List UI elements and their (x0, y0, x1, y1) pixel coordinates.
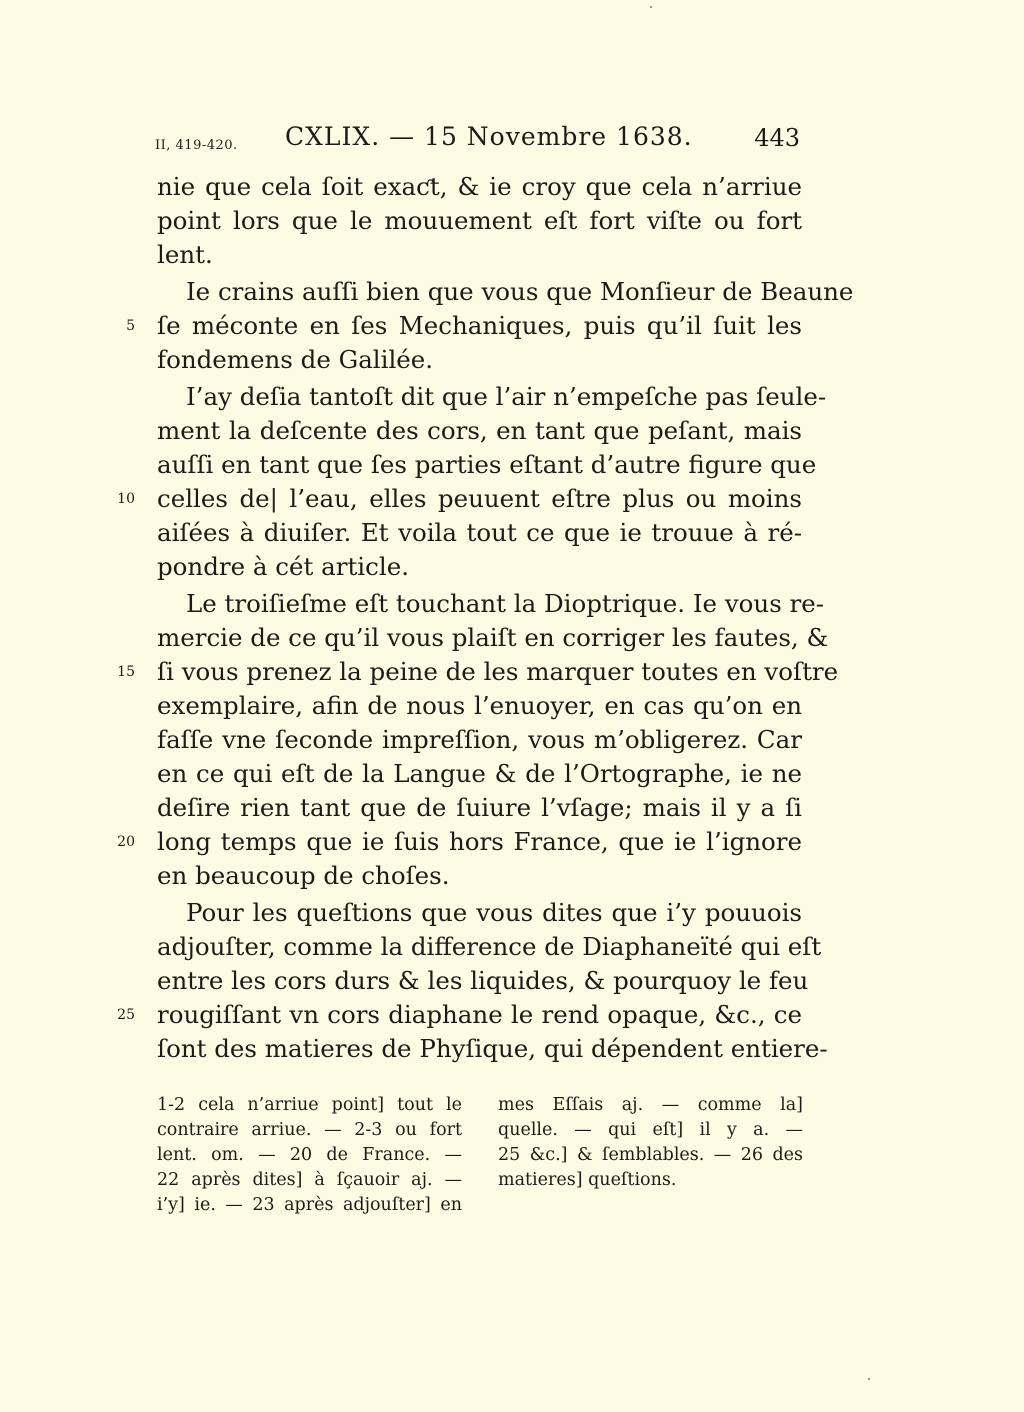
page-number: 443 (754, 124, 800, 152)
text-line: nie que cela ſoit exaƈt, & ie croy que cela n’arriue (157, 172, 802, 201)
text-line: Le troiſieſme eſt touchant la Dioptrique. Ie vous re- (186, 589, 825, 618)
line-number: 25 (117, 1007, 135, 1023)
footnote-line: 1-2 cela n’arriue point] tout le (157, 1095, 462, 1115)
paper-speck (650, 6, 652, 8)
text-line: Pour les queſtions que vous dites que i’y pouuois (186, 898, 802, 927)
footnote-line: i’y] ie. — 23 après adjouſter] en (157, 1195, 462, 1215)
text-line: lent. (157, 240, 213, 269)
text-line: ſont des matieres de Phyſique, qui dépendent entiere- (157, 1034, 828, 1063)
line-number: 20 (117, 834, 135, 850)
text-line: en beaucoup de choſes. (157, 861, 450, 890)
text-line: point lors que le mouuement eſt fort viſte ou fort (157, 206, 802, 235)
text-line: Ie crains auſſi bien que vous que Monſieur de Beaune (186, 277, 854, 306)
text-line: 20 long temps que ie ſuis hors France, que ie l’ignore (157, 825, 802, 859)
footnote-line: mes Eſſais aj. — comme la] (498, 1095, 803, 1115)
text-line: 15 ſi vous prenez la peine de les marquer toutes en voſtre (157, 655, 802, 689)
footnote-line: 22 après dites] à ſçauoir aj. — (157, 1170, 462, 1190)
text-line: exemplaire, afin de nous l’enuoyer, en cas qu’on en (157, 691, 802, 720)
line-number: 10 (117, 491, 135, 507)
footnote-line: 25 &c.] & ſemblables. — 26 des (498, 1145, 803, 1165)
text-line: 10 celles de| l’eau, elles peuuent eſtre plus ou moins (157, 482, 802, 516)
line-number: 5 (126, 318, 135, 334)
header-reference: II, 419-420. (155, 138, 238, 153)
text-line: auſſi en tant que ſes parties eſtant d’autre figure que (157, 450, 817, 479)
running-header (155, 122, 800, 162)
text-line: aiſées à diuiſer. Et voila tout ce que ie trouue à ré- (157, 518, 802, 547)
footnote-line: matieres] queſtions. (498, 1170, 677, 1190)
text-line: ment la deſcente des cors, en tant que peſant, mais (157, 416, 802, 445)
text-line: fondemens de Galilée. (157, 345, 434, 374)
footnote-line: lent. om. — 20 de France. — (157, 1145, 462, 1165)
text-line: 5 ſe méconte en ſes Mechaniques, puis qu’il ſuit les (157, 309, 802, 343)
text-line: pondre à cét article. (157, 552, 409, 581)
text-line: entre les cors durs & les liquides, & pourquoy le feu (157, 966, 809, 995)
header-title: CXLIX. — 15 Novembre 1638. (285, 122, 693, 151)
text-line: mercie de ce qu’il vous plaiſt en corriger les fautes, & (157, 623, 829, 652)
paper-speck (868, 1378, 870, 1380)
text-line: 25 rougiſſant vn cors diaphane le rend opaque, &c., ce (157, 998, 802, 1032)
text-line: I’ay deſia tantoſt dit que l’air n’empeſche pas ſeule- (186, 382, 827, 411)
body-text (117, 170, 854, 1066)
footnotes-left-column (157, 1093, 462, 1218)
footnote-line: contraire arriue. — 2-3 ou fort (157, 1120, 462, 1140)
text-line: deſire rien tant que de ſuiure l’vſage; mais il y a ſi (157, 793, 802, 822)
footnote-line: quelle. — qui eſt] il y a. — (498, 1120, 803, 1140)
text-line: en ce qui eſt de la Langue & de l’Ortographe, ie ne (157, 759, 802, 788)
text-line: faſſe vne ſeconde impreſſion, vous m’obligerez. Car (157, 725, 802, 754)
footnotes-right-column (498, 1093, 803, 1193)
text-line: adjouſter, comme la difference de Diaphaneïté qui eſt (157, 932, 822, 961)
line-number: 15 (117, 664, 135, 680)
